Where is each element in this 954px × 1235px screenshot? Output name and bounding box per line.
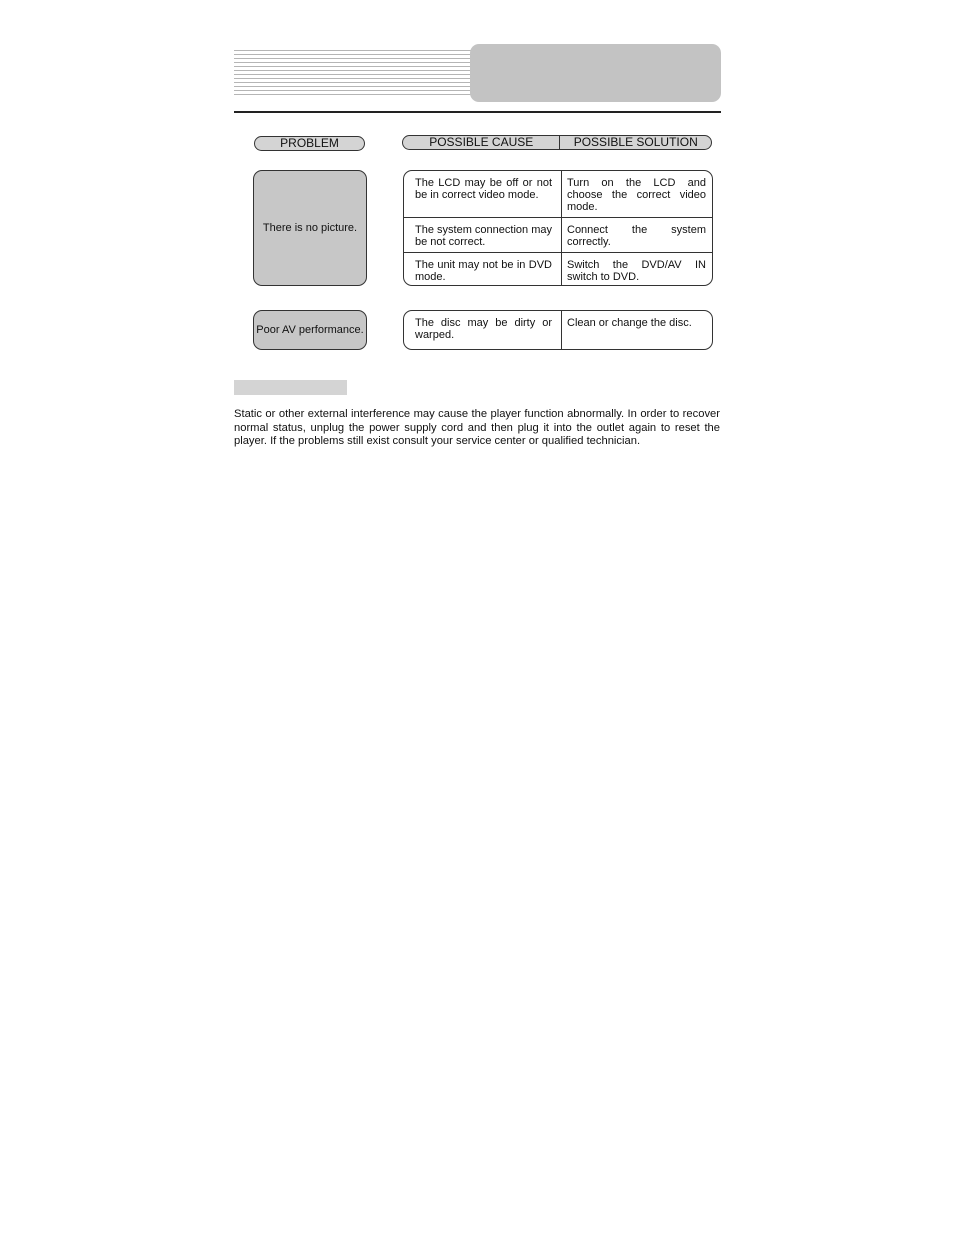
problem-header-label: PROBLEM — [280, 136, 339, 150]
problem-poor-av — [253, 310, 367, 350]
cause-cell: The unit may not be in DVD mode. — [404, 253, 562, 286]
problem-no-picture — [253, 170, 367, 286]
cause-cell: The disc may be dirty or warped. — [404, 311, 562, 349]
table-row — [404, 217, 712, 252]
solution-header-label: POSSIBLE SOLUTION — [559, 136, 711, 149]
cause-solution-column-header — [402, 135, 712, 150]
cause-solution-group-no-picture — [403, 170, 713, 286]
table-row — [404, 311, 712, 349]
cause-cell: The system connection may be not correct. — [404, 218, 562, 252]
solution-cell: Switch the DVD/AV IN switch to DVD. — [567, 259, 706, 283]
problem-label: Poor AV performance. — [256, 324, 364, 336]
note-paragraph: Static or other external interference may cause the player function abnormally. In order to recover normal status, unplug the power supply cord and then plug it into the outlet again to reset the player. If the problems still exist consult your service center or qualified technician. — [234, 408, 720, 448]
cause-cell: The LCD may be off or not be in correct video mode. — [404, 171, 562, 217]
problem-label: There is no picture. — [262, 222, 358, 234]
cause-solution-group-poor-av — [403, 310, 713, 350]
solution-cell: Turn on the LCD and choose the correct video mode. — [567, 177, 706, 213]
header-title-tab — [470, 44, 721, 102]
solution-cell: Connect the system correctly. — [567, 224, 706, 248]
table-row — [404, 171, 712, 217]
table-row — [404, 252, 712, 286]
problem-column-header — [254, 136, 365, 151]
section-heading-bar — [234, 380, 347, 395]
solution-cell: Clean or change the disc. — [567, 317, 692, 329]
header-divider — [234, 111, 721, 113]
header-decorative-lines — [234, 50, 472, 96]
cause-header-label: POSSIBLE CAUSE — [429, 135, 534, 149]
